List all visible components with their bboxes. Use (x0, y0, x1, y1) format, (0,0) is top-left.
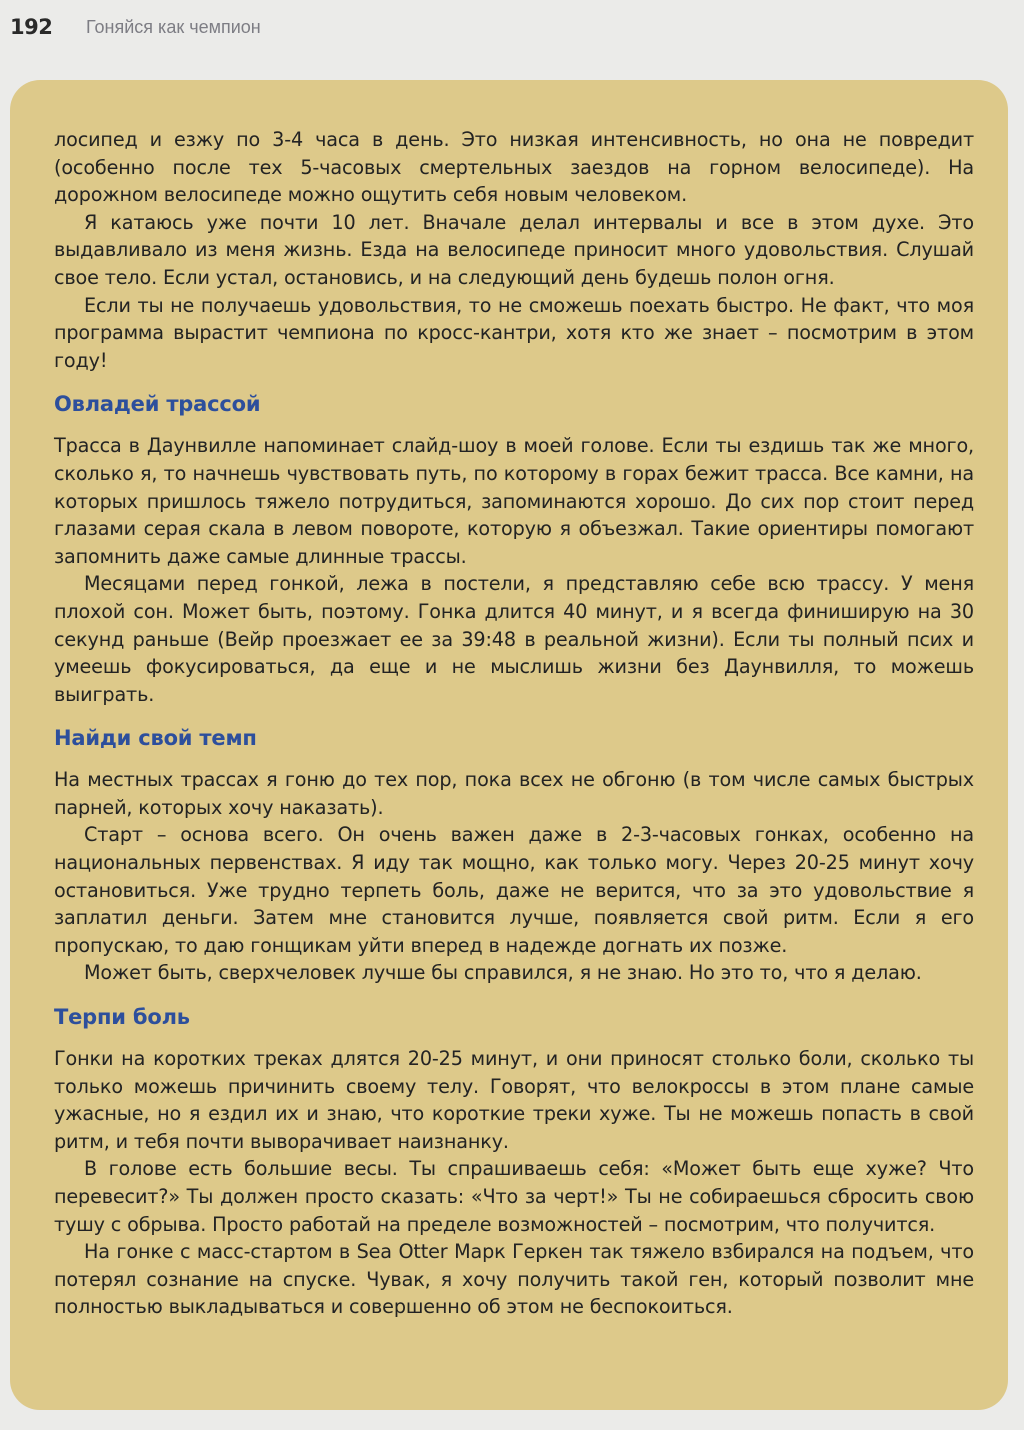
section-heading: Овладей трассой (54, 392, 261, 417)
paragraph: Старт – основа всего. Он очень важен даже в 2-3-часовых гонках, особенно на национальных первенствах. Я иду так мощно, как только могу. Через 20-25 минут хочу остановиться. Уже трудно терпеть боль, даже не верится, что за это удовольствие я заплатил деньги. Затем мне становится лучше, появляется свой ритм. Если я его пропускаю, то даю гонщикам уйти вперед в надежде догнать их позже. (54, 823, 974, 957)
paragraph: В голове есть большие весы. Ты спрашиваешь себя: «Может быть еще хуже? Что перевесит?» Ты должен просто сказать: «Что за черт!» Ты не собираешься сбросить свою тушу с обрыва. Просто работай на пределе возможностей – посмотрим, что получится. (54, 1157, 974, 1236)
paragraph: лосипед и езжу по 3-4 часа в день. Это низкая интенсивность, но она не повредит (особенно после тех 5-часовых смертельных заездов на горном велосипеде). На дорожном велосипеде можно ощутить себя новым человеком. (54, 128, 974, 207)
paragraph: На гонке с масс-стартом в Sea Otter Марк Геркен так тяжело взбирался на подъем, что потерял сознание на спуске. Чувак, я хочу получить такой ген, который позволит мне полностью выкладываться и совершенно об этом не беспокоиться. (54, 1240, 974, 1319)
paragraph: На местных трассах я гоню до тех пор, пока всех не обгоню (в том числе самых быстрых парней, которых хочу наказать). (54, 768, 974, 819)
text-panel (10, 80, 1008, 1410)
paragraph: Я катаюсь уже почти 10 лет. Вначале делал интервалы и все в этом духе. Это выдавливало из меня жизнь. Езда на велосипеде приносит много удовольствия. Слушай свое тело. Если устал, остановись, и на следующий день будешь полон огня. (54, 210, 974, 289)
paragraph: Месяцами перед гонкой, лежа в постели, я представляю себе всю трассу. У меня плохой сон. Может быть, поэтому. Гонка длится 40 минут, и я всегда финиширую на 30 секунд раньше (Вейр проезжает ее за 39:48 в реальной жизни). Если ты полный псих и умеешь фокусироваться, да еще и не мыслишь жизни без Даунвилля, то можешь выиграть. (54, 572, 974, 706)
running-title: Гоняйся как чемпион (86, 17, 261, 37)
page-number: 192 (10, 15, 53, 39)
section-heading: Найди свой темп (54, 726, 257, 751)
paragraph: Трасса в Даунвилле напоминает слайд-шоу в моей голове. Если ты ездишь так же много, сколько я, то начнешь чувствовать путь, по которому в горах бежит трасса. Все камни, на которых пришлось тяжело потрудиться, запоминаются хорошо. До сих пор стоит перед глазами серая скала в левом повороте, которую я объезжал. Такие ориентиры помогают запомнить даже самые длинные трассы. (54, 434, 974, 568)
section-heading: Терпи боль (54, 1005, 190, 1030)
paragraph: Может быть, сверхчеловек лучше бы справился, я не знаю. Но это то, что я делаю. (84, 961, 922, 985)
paragraph: Если ты не получаешь удовольствия, то не сможешь поехать быстро. Не факт, что моя программа вырастит чемпиона по кросс-кантри, хотя кто же знает – посмотрим в этом году! (54, 293, 974, 372)
page-header (0, 0, 1024, 60)
paragraph: Гонки на коротких треках длятся 20-25 минут, и они приносят столько боли, сколько ты только можешь причинить своему телу. Говорят, что велокроссы в этом плане самые ужасные, но я ездил их и знаю, что короткие треки хуже. Ты не можешь попасть в свой ритм, и тебя почти выворачивает наизнанку. (54, 1047, 974, 1153)
